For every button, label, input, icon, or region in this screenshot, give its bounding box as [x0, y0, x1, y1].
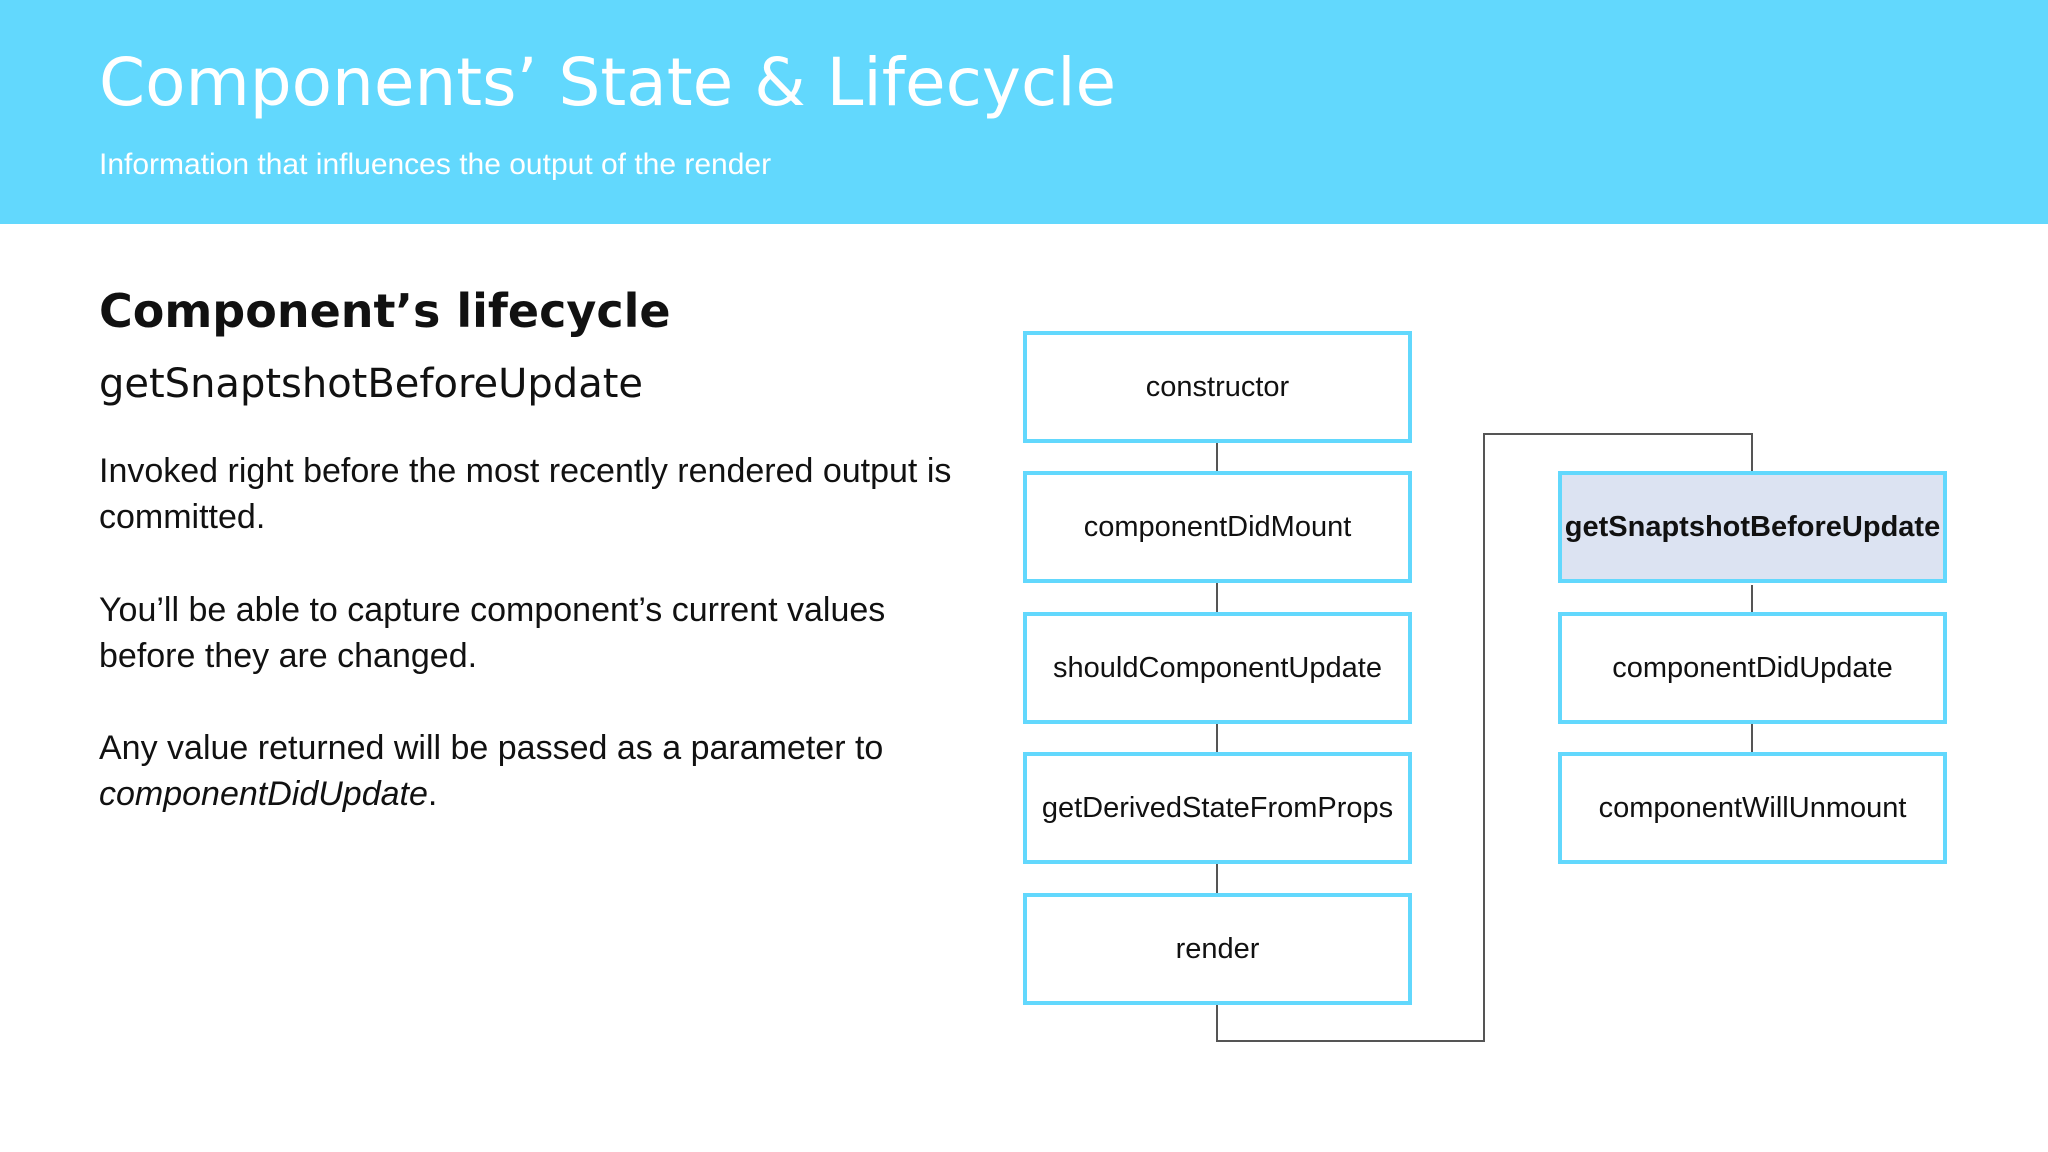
section-title: Component’s lifecycle — [99, 284, 671, 338]
paragraph-3-text: Any value returned will be passed as a parameter to — [99, 729, 884, 767]
node-component-did-update: componentDidUpdate — [1558, 612, 1947, 724]
node-component-will-unmount: componentWillUnmount — [1558, 752, 1947, 864]
node-component-did-mount: componentDidMount — [1023, 471, 1412, 583]
slide-title: Components’ State & Lifecycle — [99, 44, 1117, 121]
method-name: getSnaptshotBeforeUpdate — [99, 361, 644, 407]
node-render: render — [1023, 893, 1412, 1005]
node-should-component-update: shouldComponentUpdate — [1023, 612, 1412, 724]
description-paragraph-3 — [99, 725, 959, 817]
node-get-derived-state-from-props: getDerivedStateFromProps — [1023, 752, 1412, 864]
slide-subtitle: Information that influences the output of the render — [99, 148, 772, 181]
description-paragraph-1: Invoked right before the most recently rendered output is committed. — [99, 452, 952, 536]
node-get-snapshot-before-update: getSnaptshotBeforeUpdate — [1558, 471, 1947, 583]
paragraph-3-end: . — [427, 775, 438, 813]
description-paragraph-2: You’ll be able to capture component’s current values before they are changed. — [99, 591, 886, 675]
header-banner — [0, 0, 2048, 224]
paragraph-3-emphasis: componentDidUpdate — [99, 775, 428, 813]
node-constructor: constructor — [1023, 331, 1412, 443]
